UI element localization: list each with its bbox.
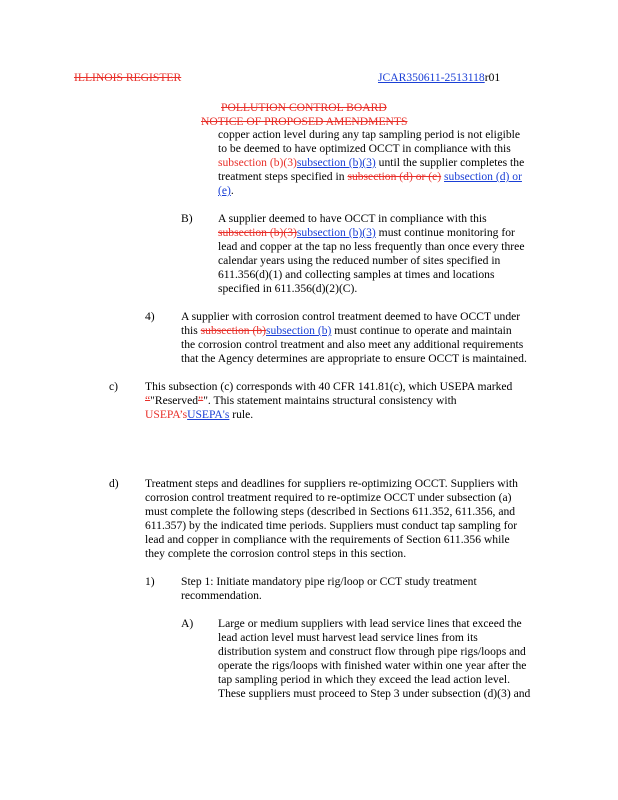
item-b-paragraph <box>218 212 524 296</box>
deleted-text: USEPA’s <box>145 408 188 421</box>
text: These suppliers must proceed to Step 3 under subsection (d)(3) and <box>218 687 531 700</box>
inserted-text: (e) <box>218 184 231 197</box>
deleted-text: subsection (b)(3) <box>218 156 297 169</box>
text: . <box>230 184 234 197</box>
deleted-text: “ <box>145 394 151 407</box>
continuation-paragraph <box>218 128 524 198</box>
text: ". This statement maintains structural consistency with <box>203 394 457 407</box>
text: tap sampling period in which they exceed the lead action level. <box>218 673 510 686</box>
deleted-text: subsection (b)(3) <box>218 226 297 239</box>
text: 611.356(d)(1) and collecting samples at times and locations <box>218 268 495 281</box>
text: rule. <box>229 408 254 421</box>
text: specified in 611.356(d)(2)(C). <box>218 282 358 295</box>
item-b-label: B) <box>181 212 193 225</box>
inserted-text: subsection (b)(3) <box>296 156 376 169</box>
text: "Reserved <box>150 394 199 407</box>
inserted-text: subsection (b) <box>266 324 332 337</box>
text: Large or medium suppliers with lead service lines that exceed the <box>218 617 522 630</box>
text: must continue monitoring for <box>375 226 515 239</box>
text: 611.357) by the indicated time periods. Suppliers must conduct tap sampling for <box>145 519 518 532</box>
register-title: ILLINOIS REGISTER <box>74 71 182 84</box>
text: that the Agency determines are appropriate to ensure OCCT is maintained. <box>181 352 527 365</box>
deleted-text: ” <box>198 394 204 407</box>
inserted-text: USEPA's <box>187 408 230 421</box>
text: A supplier with corrosion control treatment deemed to have OCCT under <box>181 310 521 323</box>
text: Step 1: Initiate mandatory pipe rig/loop or CCT study treatment <box>181 575 477 588</box>
item-4-paragraph <box>181 310 527 366</box>
text: copper action level during any <box>218 128 360 141</box>
agency-title: POLLUTION CONTROL BOARD <box>221 101 387 114</box>
item-a-label: A) <box>181 617 194 630</box>
text: distribution system and construct flow through pipe rigs/loops and <box>218 645 526 658</box>
text: treatment steps specified in <box>218 170 348 183</box>
item-a-paragraph <box>218 617 530 701</box>
text: lead and copper in compliance with the requirements of Section 611.356 while <box>145 533 510 546</box>
deleted-text: subsection (b) <box>200 324 267 337</box>
item-d-label: d) <box>109 477 119 490</box>
inserted-text: subsection (d) or <box>444 170 522 183</box>
item-4-label: 4) <box>145 310 155 323</box>
text: lead and copper at the tap no less frequently than once every three <box>218 240 525 253</box>
text: calendar years using the reduced number of sites specified in <box>218 254 501 267</box>
text: lead action level must harvest lead service lines from its <box>218 631 478 644</box>
step-1-label: 1) <box>145 575 155 588</box>
register-id-main: JCAR350611-2513118 <box>378 71 485 84</box>
item-d-paragraph <box>145 477 518 561</box>
text: A supplier deemed to have OCCT in compliance with this <box>218 212 487 225</box>
text: until the supplier completes the <box>375 156 525 169</box>
text: must continue to operate and maintain <box>331 324 512 337</box>
step-1-paragraph <box>181 575 477 603</box>
notice-title: NOTICE OF PROPOSED AMENDMENTS <box>201 115 408 128</box>
text: to be deemed to have optimized OCCT in compliance with this <box>218 142 511 155</box>
text: recommendation. <box>181 589 262 602</box>
text: must complete the following steps (described in Sections 611.352, 611.356, and <box>145 505 516 518</box>
text: operate the rigs/loops with finished water within one year after the <box>218 659 527 672</box>
text: Treatment steps and deadlines for suppliers re-optimizing OCCT. Suppliers with <box>145 477 518 490</box>
item-c-label: c) <box>109 380 119 393</box>
text: they complete the corrosion control steps in this section. <box>145 547 407 560</box>
register-id <box>378 71 500 85</box>
item-c-paragraph <box>145 380 512 422</box>
text: the corrosion control treatment and also meet any additional requirements <box>181 338 524 351</box>
deleted-text: subsection (d) or (e) <box>347 170 442 183</box>
register-id-suffix: r01 <box>484 71 501 84</box>
text: this <box>181 324 201 337</box>
text: corrosion control treatment required to re-optimize OCCT under subsection (a) <box>145 491 512 504</box>
text: tap sampling period is not eligible <box>359 128 521 141</box>
text: This subsection (c) corresponds with 40 CFR 141.81(c), which USEPA marked <box>145 380 513 393</box>
inserted-text: subsection (b)(3) <box>296 226 376 239</box>
